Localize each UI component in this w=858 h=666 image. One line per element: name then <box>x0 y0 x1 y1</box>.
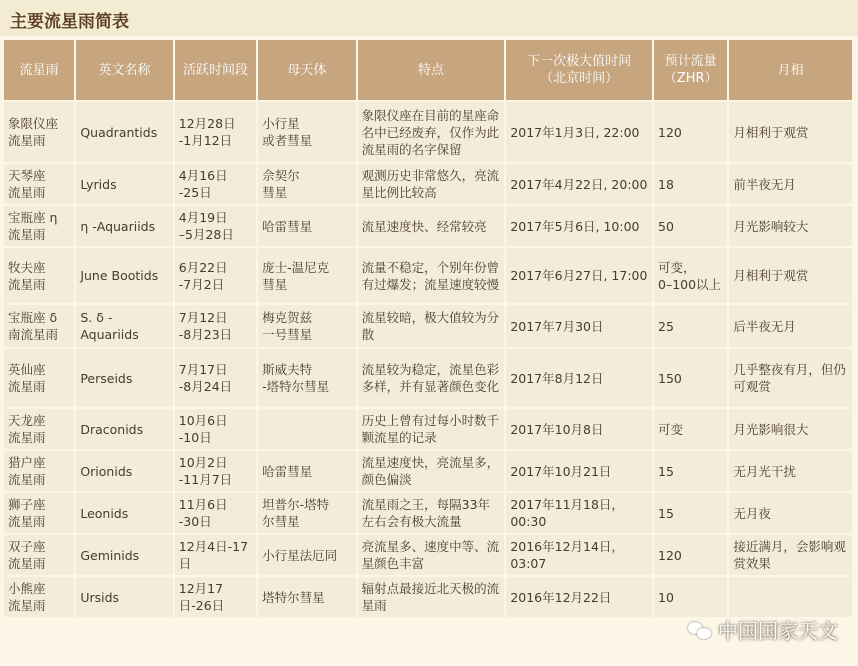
table-cell: 可变， 0–100以上 <box>654 248 727 303</box>
table-cell: Leonids <box>76 493 172 533</box>
table-cell: 宝瓶座 δ 南流星雨 <box>4 305 74 347</box>
table-cell: Lyrids <box>76 164 172 204</box>
table-cell: 6月22日 -7月2日 <box>175 248 256 303</box>
table-cell: η -Aquariids <box>76 206 172 246</box>
watermark-text: 中国国家天文 <box>718 619 838 643</box>
table-cell: 双子座 流星雨 <box>4 535 74 575</box>
meteor-shower-table <box>2 38 854 619</box>
table-row <box>4 206 852 246</box>
table-cell: 流星速度快、经常较亮 <box>358 206 505 246</box>
table-cell: 18 <box>654 164 727 204</box>
table-cell: 10月6日 -10日 <box>175 409 256 449</box>
table-cell: 11月6日 -30日 <box>175 493 256 533</box>
table-cell: 辐射点最接近北天极的流星雨 <box>358 577 505 617</box>
table-cell: 历史上曾有过每小时数千颗流星的记录 <box>358 409 505 449</box>
header-row <box>4 40 852 100</box>
table-cell: Draconids <box>76 409 172 449</box>
table-cell: 斯威夫特 -塔特尔彗星 <box>258 349 355 407</box>
table-row <box>4 493 852 533</box>
table-cell: 佘契尔 彗星 <box>258 164 355 204</box>
table-cell: 2017年10月21日 <box>506 451 652 491</box>
table-cell: Quadrantids <box>76 102 172 162</box>
table-cell: 月相利于观赏 <box>729 102 852 162</box>
table-cell: 2016年12月14日， 03:07 <box>506 535 652 575</box>
table-cell: Perseids <box>76 349 172 407</box>
table-cell: 10月2日 -11月7日 <box>175 451 256 491</box>
table-cell: 庞士-温尼克 彗星 <box>258 248 355 303</box>
table-cell: 150 <box>654 349 727 407</box>
table-cell: 120 <box>654 535 727 575</box>
table-cell: 7月17日 -8月24日 <box>175 349 256 407</box>
table-cell: 25 <box>654 305 727 347</box>
table-row <box>4 305 852 347</box>
table-cell: 猎户座 流星雨 <box>4 451 74 491</box>
column-header: 预计流量 （ZHR） <box>654 40 727 100</box>
table-cell <box>729 577 852 617</box>
table-cell: 天龙座 流星雨 <box>4 409 74 449</box>
table-cell: 流量不稳定，个别年份曾有过爆发；流星速度较慢 <box>358 248 505 303</box>
table-cell: 流星速度快，亮流星多，颜色偏淡 <box>358 451 505 491</box>
table-cell: 接近满月，会影响观赏效果 <box>729 535 852 575</box>
table-row <box>4 164 852 204</box>
table-cell: 10 <box>654 577 727 617</box>
table-cell: 哈雷彗星 <box>258 206 355 246</box>
table-cell: 12月4日-17 日 <box>175 535 256 575</box>
table-cell: 后半夜无月 <box>729 305 852 347</box>
table-cell: 12月28日 -1月12日 <box>175 102 256 162</box>
table-cell: 2017年10月8日 <box>506 409 652 449</box>
table-cell: 观测历史非常悠久，亮流星比例比较高 <box>358 164 505 204</box>
table-cell: 4月19日 –5月28日 <box>175 206 256 246</box>
table-cell: 7月12日 -8月23日 <box>175 305 256 347</box>
table-cell: 小行星法厄同 <box>258 535 355 575</box>
column-header: 特点 <box>358 40 505 100</box>
table-cell: 梅克贺兹 一号彗星 <box>258 305 355 347</box>
table-cell: 2017年7月30日 <box>506 305 652 347</box>
table-cell: 4月16日 -25日 <box>175 164 256 204</box>
table-cell: 2017年1月3日, 22:00 <box>506 102 652 162</box>
table-row <box>4 577 852 617</box>
table-cell: 2017年5月6日, 10:00 <box>506 206 652 246</box>
table-cell: 亮流星多、速度中等、流星颜色丰富 <box>358 535 505 575</box>
table-cell: 宝瓶座 η 流星雨 <box>4 206 74 246</box>
table-cell: 塔特尔彗星 <box>258 577 355 617</box>
table-cell: 15 <box>654 451 727 491</box>
table-cell: S. δ -Aquariids <box>76 305 172 347</box>
table-cell: 小熊座 流星雨 <box>4 577 74 617</box>
table-cell: 2017年8月12日 <box>506 349 652 407</box>
table-row <box>4 102 852 162</box>
table-cell: 月光影响很大 <box>729 409 852 449</box>
table-cell: 月光影响较大 <box>729 206 852 246</box>
table-cell: 2016年12月22日 <box>506 577 652 617</box>
table-cell: 2017年6月27日, 17:00 <box>506 248 652 303</box>
table-cell: 象限仪座 流星雨 <box>4 102 74 162</box>
table-cell: 几乎整夜有月，但仍可观赏 <box>729 349 852 407</box>
table-row <box>4 535 852 575</box>
table-cell: 无月光干扰 <box>729 451 852 491</box>
table-row <box>4 248 852 303</box>
table-cell: 流星较为稳定，流星色彩多样，并有显著颜色变化 <box>358 349 505 407</box>
table-cell: 坦普尔-塔特 尔彗星 <box>258 493 355 533</box>
table-cell: 流星雨之王，每隔33年左右会有极大流量 <box>358 493 505 533</box>
table-cell: 2017年4月22日, 20:00 <box>506 164 652 204</box>
table-cell: 50 <box>654 206 727 246</box>
wechat-icon <box>688 620 712 640</box>
table-cell: 无月夜 <box>729 493 852 533</box>
table-cell: 12月17 日-26日 <box>175 577 256 617</box>
table-cell: 15 <box>654 493 727 533</box>
column-header: 母天体 <box>258 40 355 100</box>
column-header: 活跃时间段 <box>175 40 256 100</box>
page-title: 主要流星雨简表 <box>10 12 129 32</box>
table-cell: 狮子座 流星雨 <box>4 493 74 533</box>
table-cell: Orionids <box>76 451 172 491</box>
table-cell: 月相利于观赏 <box>729 248 852 303</box>
column-header: 英文名称 <box>76 40 172 100</box>
watermark <box>688 615 838 644</box>
table-cell: 前半夜无月 <box>729 164 852 204</box>
column-header: 月相 <box>729 40 852 100</box>
title-bar <box>0 0 858 36</box>
table-cell: June Bootids <box>76 248 172 303</box>
table-cell <box>258 409 355 449</box>
table-cell: 120 <box>654 102 727 162</box>
table-row <box>4 451 852 491</box>
column-header: 流星雨 <box>4 40 74 100</box>
table-cell: 牧夫座 流星雨 <box>4 248 74 303</box>
table-cell: 2017年11月18日， 00:30 <box>506 493 652 533</box>
table-cell: 天琴座 流星雨 <box>4 164 74 204</box>
table-cell: 哈雷彗星 <box>258 451 355 491</box>
table-cell: 流星较暗，极大值较为分散 <box>358 305 505 347</box>
column-header: 下一次极大值时间 （北京时间） <box>506 40 652 100</box>
table-row <box>4 349 852 407</box>
table-cell: 可变 <box>654 409 727 449</box>
table-cell: 小行星 或者彗星 <box>258 102 355 162</box>
table-row <box>4 409 852 449</box>
table-cell: 象限仪座在目前的星座命名中已经废弃，仅作为此流星雨的名字保留 <box>358 102 505 162</box>
table-cell: Geminids <box>76 535 172 575</box>
table-cell: 英仙座 流星雨 <box>4 349 74 407</box>
table-cell: Ursids <box>76 577 172 617</box>
